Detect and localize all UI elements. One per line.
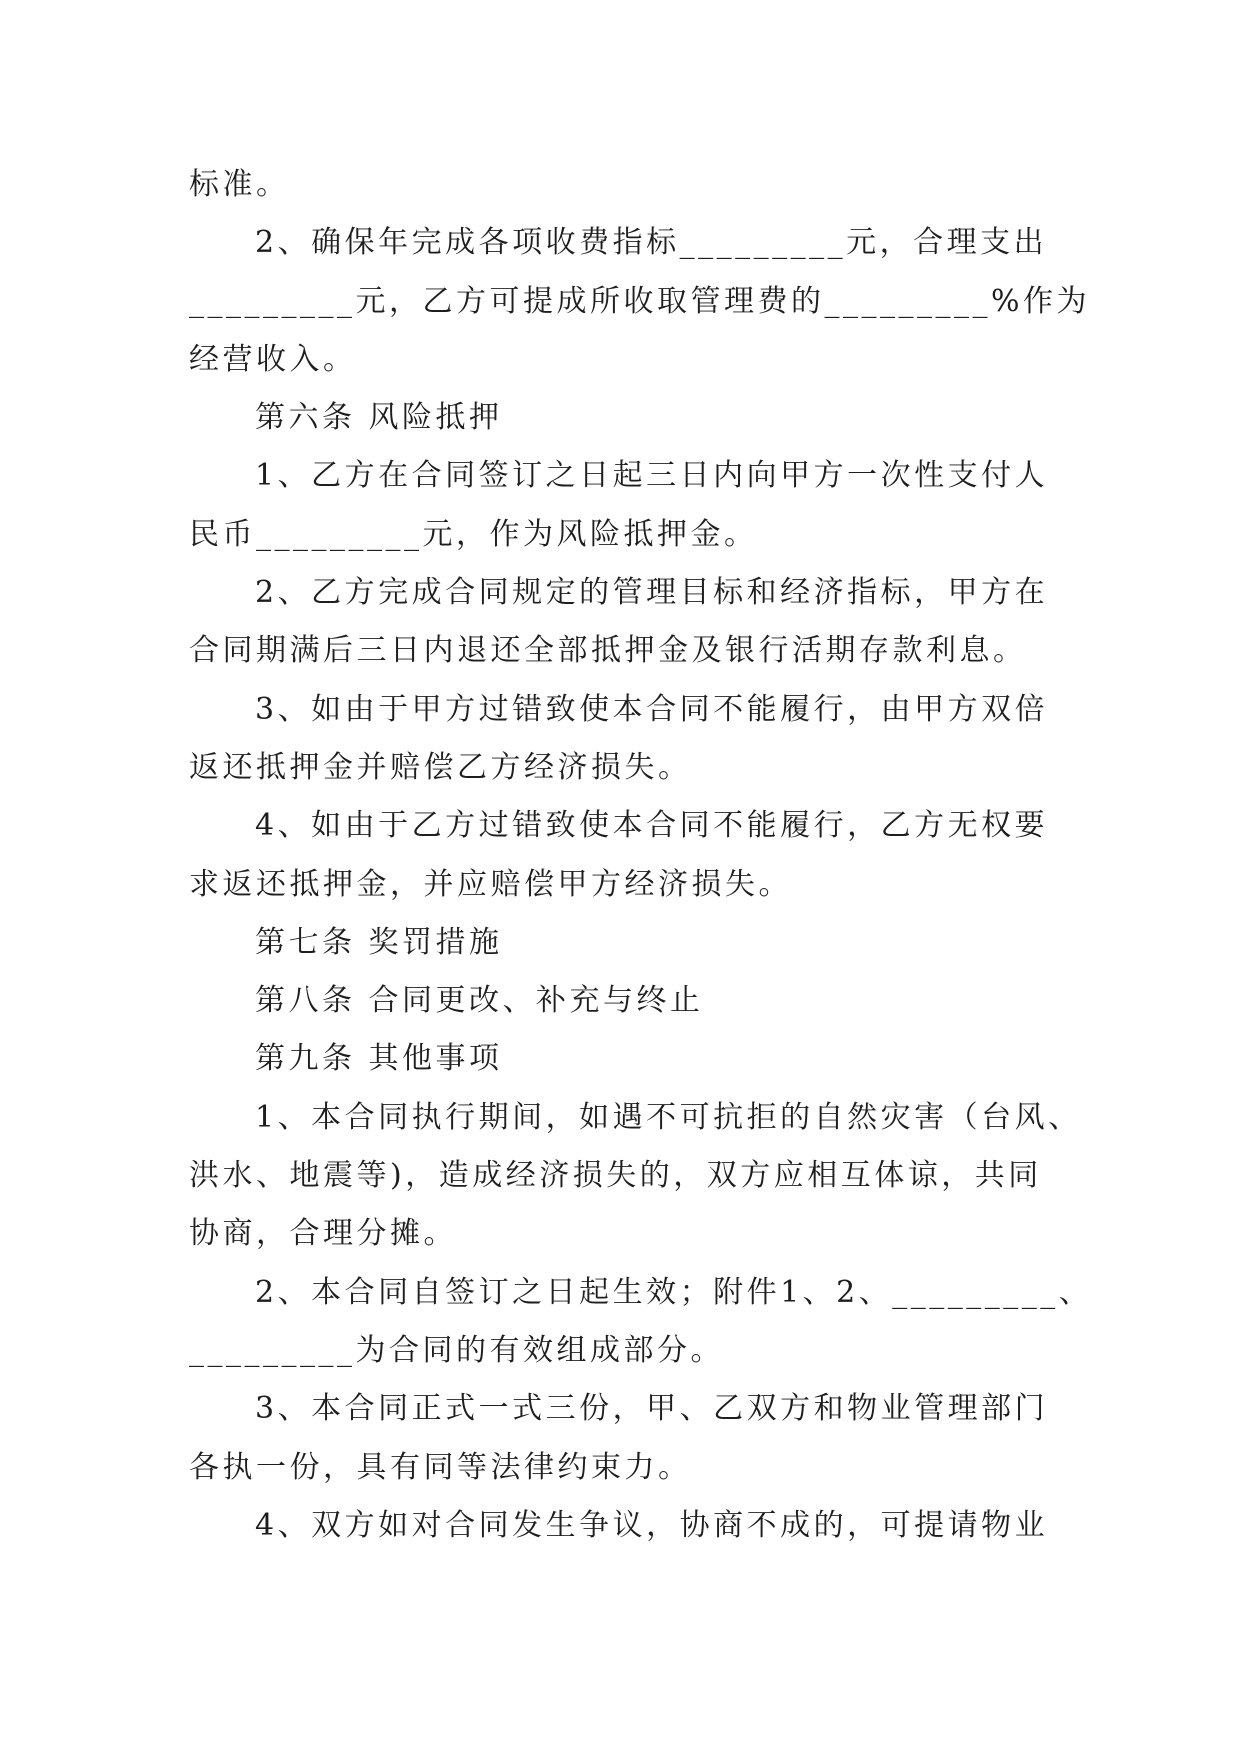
contract-text: [189, 156, 1093, 1555]
text-line: 1、乙方在合同签订之日起三日内向甲方一次性支付人: [255, 458, 1049, 494]
text-line: 4、如由于乙方过错致使本合同不能履行，乙方无权要: [255, 808, 1049, 844]
text-line: 求返还抵押金，并应赔偿甲方经济损失。: [189, 866, 792, 902]
text-line: 2、本合同自签订之日起生效；附件1、2、_________、: [255, 1274, 1093, 1310]
text-line: 1、本合同执行期间，如遇不可抗拒的自然灾害（台风、: [255, 1099, 1082, 1135]
text-line: 洪水、地震等)，造成经济损失的，双方应相互体谅，共同: [189, 1158, 1042, 1194]
section-heading: 第六条 风险抵押: [255, 400, 503, 436]
section-heading: 第八条 合同更改、补充与终止: [255, 983, 704, 1019]
text-line: 各执一份，具有同等法律约束力。: [189, 1449, 692, 1485]
section-heading: 第九条 其他事项: [255, 1041, 503, 1077]
section-heading: 第七条 奖罚措施: [255, 924, 503, 960]
text-line: 3、如由于甲方过错致使本合同不能履行，由甲方双倍: [255, 691, 1049, 727]
text-line: 返还抵押金并赔偿乙方经济损失。: [189, 749, 692, 785]
text-line: 2、乙方完成合同规定的管理目标和经济指标，甲方在: [255, 575, 1049, 611]
text-line: 民币_________元，作为风险抵押金。: [189, 516, 758, 552]
text-line: _________为合同的有效组成部分。: [189, 1332, 724, 1368]
text-line: 标准。: [189, 167, 290, 202]
text-line: 3、本合同正式一式三份，甲、乙双方和物业管理部门: [255, 1391, 1049, 1427]
text-line: 经营收入。: [189, 341, 357, 377]
text-line: _________元，乙方可提成所收取管理费的_________%作为: [189, 283, 1091, 319]
text-line: 2、确保年完成各项收费指标_________元，合理支出: [255, 225, 1048, 261]
text-line: 合同期满后三日内退还全部抵押金及银行活期存款利息。: [189, 633, 1027, 669]
text-line: 协商，合理分摊。: [189, 1216, 457, 1252]
text-line: 4、双方如对合同发生争议，协商不成的，可提请物业: [255, 1507, 1049, 1543]
